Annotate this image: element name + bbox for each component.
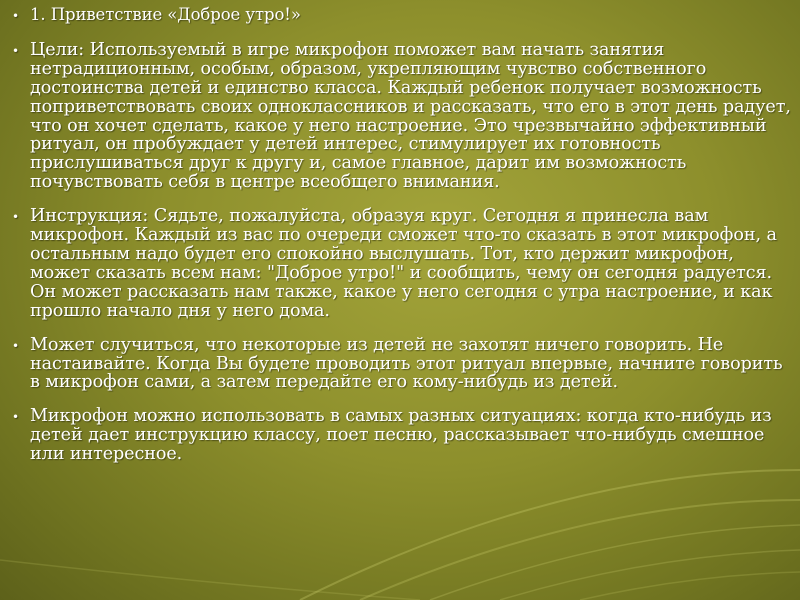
slide-content	[10, 6, 792, 479]
bullet-item-note	[10, 336, 792, 393]
bullet-item-instruction	[10, 207, 792, 320]
greeting-title: 1. Приветствие «Доброе утро!»	[30, 5, 301, 24]
note-text: Может случиться, что некоторые из детей не захотят ничего говорить. Не настаивайте. Когда Вы будете проводить этот ритуал впервые, начните говорить в микрофон сами, а затем передайте его кому-нибудь из детей.	[30, 334, 783, 393]
bullet-icon: •	[12, 43, 19, 58]
bullet-icon: •	[12, 410, 19, 425]
bullet-item-usage	[10, 407, 792, 464]
bullet-icon: •	[12, 210, 19, 225]
bullet-icon: •	[12, 9, 19, 23]
bullet-item-greeting	[10, 6, 792, 25]
usage-text: Микрофон можно использовать в самых разных ситуациях: когда кто-нибудь из детей дает инструкцию классу, поет песню, рассказывает что-нибудь смешное или интересное.	[30, 406, 772, 465]
bullet-item-goals	[10, 41, 792, 192]
bullet-icon: •	[12, 338, 19, 353]
instruction-text: Инструкция: Сядьте, пожалуйста, образуя круг. Сегодня я принесла вам микрофон. Каждый из вас по очереди сможет что-то сказать в этот микрофон, а остальным надо будет его спокойно выслушать. Тот, кто держит микрофон, может сказать всем нам: "Доброе утро!" и сообщить, чему он сегодня радуется. Он может рассказать нам также, какое у него сегодня с утра настроение, и как прошло начало дня у него дома.	[30, 206, 777, 321]
goals-text: Цели: Используемый в игре микрофон поможет вам начать занятия нетрадиционным, особым, образом, укрепляющим чувство собственного достоинства детей и единство класса. Каждый ребенок получает возможность поприветствовать своих одноклассников и рассказать, что его в этот день радует, что он хочет сделать, какое у него настроение. Это чрезвычайно эффективный ритуал, он пробуждает у детей интерес, стимулирует их готовность прислушиваться друг к другу и, самое главное, дарит им возможность почувствовать себя в центре всеобщего внимания.	[30, 39, 791, 193]
